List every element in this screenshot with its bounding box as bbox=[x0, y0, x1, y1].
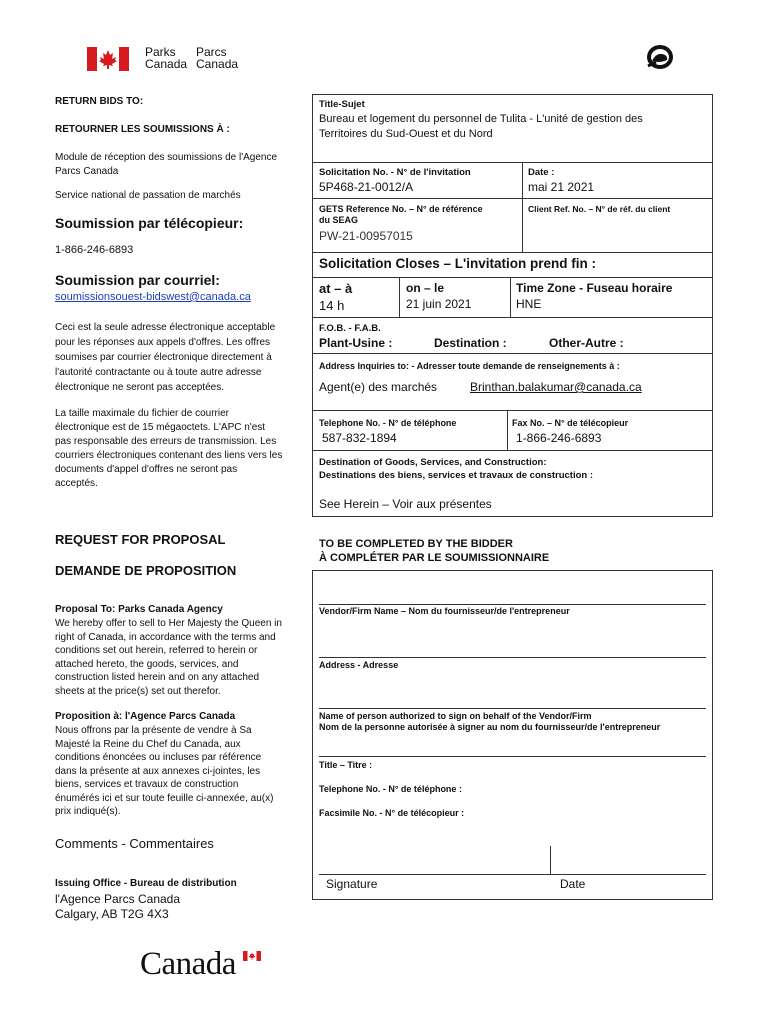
email-size-paragraph: La taille maximale du fichier de courrier électronique est de 15 mégaoctets. L'APC n'est pas responsable des erreurs de transmission. Les courriers électroniques contenant des liens vers les documents d'appel d'offres ne seront pas acceptés. bbox=[55, 408, 283, 489]
date-value: mai 21 2021 bbox=[528, 180, 595, 194]
goods-destination-label: Destination of Goods, Services, and Construction: Destinations des biens, services et travaux de construction : bbox=[319, 457, 594, 481]
fax-submission-heading: Soumission par télécopieur: bbox=[55, 215, 244, 231]
agent-email-link[interactable]: Brinthan.balakumar@canada.ca bbox=[470, 380, 642, 394]
divider bbox=[312, 410, 713, 411]
divider bbox=[319, 657, 706, 658]
bidder-facsimile-label: Facsimile No. - N° de télécopieur : bbox=[319, 808, 465, 818]
solicitation-info-box bbox=[312, 94, 713, 517]
vendor-name-label: Vendor/Firm Name – Nom du fournisseur/de l'entrepreneur bbox=[319, 606, 570, 616]
plant-usine-label: Plant-Usine : bbox=[319, 336, 393, 350]
divider bbox=[319, 756, 706, 757]
rfp-title-en: REQUEST FOR PROPOSAL bbox=[55, 532, 226, 547]
rfp-title-fr: DEMANDE DE PROPOSITION bbox=[55, 563, 237, 578]
fax-value: 1-866-246-6893 bbox=[516, 431, 602, 445]
parks-canada-flag-icon bbox=[87, 47, 129, 71]
proposal-to-text: We hereby offer to sell to Her Majesty the Queen in right of Canada, in accordance with the terms and conditions set out herein, referred to herein or attached hereto, the goods, services, and construction listed herein and on any attached sheets at the price(s) set out therefor. bbox=[55, 618, 282, 697]
divider bbox=[319, 604, 706, 605]
other-label: Other-Autre : bbox=[549, 336, 624, 350]
parks-en-wordmark: Parks Canada bbox=[145, 45, 188, 71]
divider bbox=[312, 277, 713, 278]
issuing-office-address: l'Agence Parcs Canada Calgary, AB T2G 4X3 bbox=[55, 892, 181, 921]
date-label: Date : bbox=[528, 167, 555, 178]
closing-at-value: 14 h bbox=[319, 298, 345, 313]
bidder-info-box bbox=[312, 570, 713, 900]
see-herein-text: See Herein – Voir aux présentes bbox=[319, 497, 492, 511]
client-ref-label: Client Ref. No. – N° de réf. du client bbox=[528, 204, 671, 214]
time-zone-value: HNE bbox=[516, 297, 542, 311]
telephone-label: Telephone No. - N° de téléphone bbox=[319, 418, 457, 428]
beaver-emblem-icon bbox=[644, 42, 676, 72]
fob-label: F.O.B. - F.A.B. bbox=[319, 323, 381, 334]
agent-label: Agent(e) des marchés bbox=[319, 380, 438, 394]
authorized-person-label: Name of person authorized to sign on behalf of the Vendor/Firm Nom de la personne autorisée à signer au nom du fournisseur/de l'entrepreneur bbox=[319, 711, 661, 732]
gets-ref-label: GETS Reference No. – N° de référence du SEAG bbox=[319, 204, 483, 225]
divider bbox=[399, 277, 400, 317]
telephone-value: 587-832-1894 bbox=[322, 431, 397, 445]
national-service: Service national de passation de marchés bbox=[55, 190, 241, 201]
solicitation-no-label: Solicitation No. - N° de l'invitation bbox=[319, 167, 471, 178]
gets-ref-value: PW-21-00957015 bbox=[319, 229, 413, 243]
proposition-text: Nous offrons par la présente de vendre à Sa Majesté la Reine du Chef du Canada, aux conditions énoncées ou incluses par référence dans la présente at aux annexes ci-jointes, les biens, services et travaux de construction énumérés ici et sur toute feuille ci-annexée, au(x) prix indiqué(s). bbox=[55, 725, 274, 817]
closing-on-value: 21 juin 2021 bbox=[406, 297, 472, 311]
divider bbox=[312, 353, 713, 354]
bidder-title-label: Title – Titre : bbox=[319, 760, 373, 770]
divider bbox=[522, 162, 523, 252]
divider bbox=[319, 708, 706, 709]
date-signature-label: Date bbox=[560, 877, 586, 891]
signature-line bbox=[319, 874, 706, 875]
fax-submission-number: 1-866-246-6893 bbox=[55, 244, 134, 256]
divider bbox=[312, 162, 713, 163]
divider bbox=[312, 317, 713, 318]
closing-at-label: at – à bbox=[319, 281, 353, 296]
reception-module: Module de réception des soumissions de l'Agence Parcs Canada bbox=[55, 152, 278, 177]
divider bbox=[510, 277, 511, 317]
issuing-office-heading: Issuing Office - Bureau de distribution bbox=[55, 878, 237, 889]
signature-label: Signature bbox=[326, 877, 378, 891]
destination-label: Destination : bbox=[434, 336, 507, 350]
closing-on-label: on – le bbox=[406, 281, 445, 295]
return-bids-en: RETURN BIDS TO: bbox=[55, 96, 144, 107]
submission-email-link[interactable]: soumissionsouest-bidswest@canada.ca bbox=[55, 291, 251, 303]
fax-label: Fax No. – N° de télécopieur bbox=[512, 418, 629, 428]
bidder-telephone-label: Telephone No. - N° de téléphone : bbox=[319, 784, 462, 794]
return-bids-fr: RETOURNER LES SOUMISSIONS À : bbox=[55, 124, 230, 135]
parks-fr-wordmark: Parcs Canada bbox=[196, 45, 239, 71]
canada-flag-icon bbox=[243, 948, 261, 958]
divider bbox=[312, 198, 713, 199]
email-submission-heading: Soumission par courriel: bbox=[55, 272, 220, 288]
solicitation-closes-heading: Solicitation Closes – L'invitation prend fin : bbox=[319, 256, 596, 271]
proposal-to-heading: Proposal To: Parks Canada Agency bbox=[55, 604, 223, 615]
divider bbox=[507, 410, 508, 450]
solicitation-no-value: 5P468-21-0012/A bbox=[319, 180, 414, 194]
divider bbox=[312, 450, 713, 451]
comments-label: Comments - Commentaires bbox=[55, 836, 214, 851]
time-zone-label: Time Zone - Fuseau horaire bbox=[516, 281, 673, 295]
bidder-heading: TO BE COMPLETED BY THE BIDDER À COMPLÉTER PAR LE SOUMISSIONNAIRE bbox=[319, 538, 550, 564]
inquiries-label: Address Inquiries to: - Adresser toute demande de renseignements à : bbox=[319, 361, 620, 371]
canada-wordmark: Canada bbox=[140, 946, 236, 982]
divider bbox=[550, 846, 551, 874]
proposition-heading: Proposition à: l'Agence Parcs Canada bbox=[55, 711, 236, 722]
title-label: Title-Sujet bbox=[319, 99, 365, 110]
title-value: Bureau et logement du personnel de Tulita - L'unité de gestion des Territoires du Sud-Ouest et du Nord bbox=[319, 113, 643, 140]
address-label: Address - Adresse bbox=[319, 660, 399, 670]
divider bbox=[312, 252, 713, 253]
email-policy-paragraph: Ceci est la seule adresse électronique acceptable pour les réponses aux appels d'offres. Les offres soumises par courrier électronique directement à l'autorité contractante ou à toute autre adresse électronique ne seront pas acceptées. bbox=[55, 322, 276, 393]
